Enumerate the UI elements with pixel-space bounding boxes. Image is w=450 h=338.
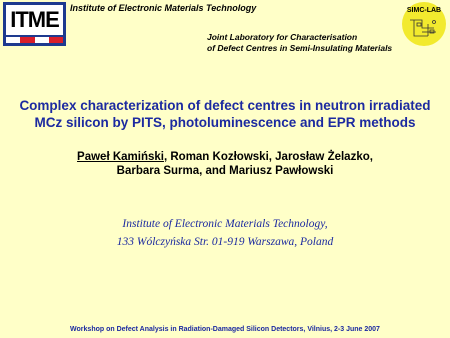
joint-lab-header <box>207 32 392 54</box>
affiliation-line1: Institute of Electronic Materials Technology, <box>122 218 328 230</box>
authors <box>10 150 440 178</box>
simc-lab-logo-text: SIMC-LAB <box>406 7 442 14</box>
itme-logo-flag <box>6 37 63 43</box>
simc-lab-logo <box>402 2 446 46</box>
itme-logo <box>3 2 66 46</box>
joint-lab-line1: Joint Laboratory for Characterisation <box>207 32 358 42</box>
title-line2: MCz silicon by PITS, photoluminescence and EPR methods <box>34 115 416 130</box>
workshop-footer: Workshop on Defect Analysis in Radiation-Damaged Silicon Detectors, Vilnius, 2-3 June 2007 <box>70 326 380 333</box>
slide-title <box>10 97 440 131</box>
institute-header: Institute of Electronic Materials Technology <box>70 3 257 13</box>
affiliation-line2: 133 Wólczyńska Str. 01-919 Warszawa, Poland <box>116 236 334 248</box>
itme-logo-text: ITME <box>6 5 63 35</box>
affiliation <box>10 215 440 251</box>
title-line1: Complex characterization of defect centres in neutron irradiated <box>19 98 431 113</box>
authors-line1 <box>10 150 440 164</box>
co-authors-line1: , Roman Kozłowski, Jarosław Żelazko, <box>163 151 373 163</box>
joint-lab-line2: of Defect Centres in Semi-Insulating Materials <box>207 43 393 53</box>
circuit-icon <box>408 16 440 40</box>
first-author: Paweł Kamiński <box>77 151 164 163</box>
authors-line2: Barbara Surma, and Mariusz Pawłowski <box>116 165 334 177</box>
